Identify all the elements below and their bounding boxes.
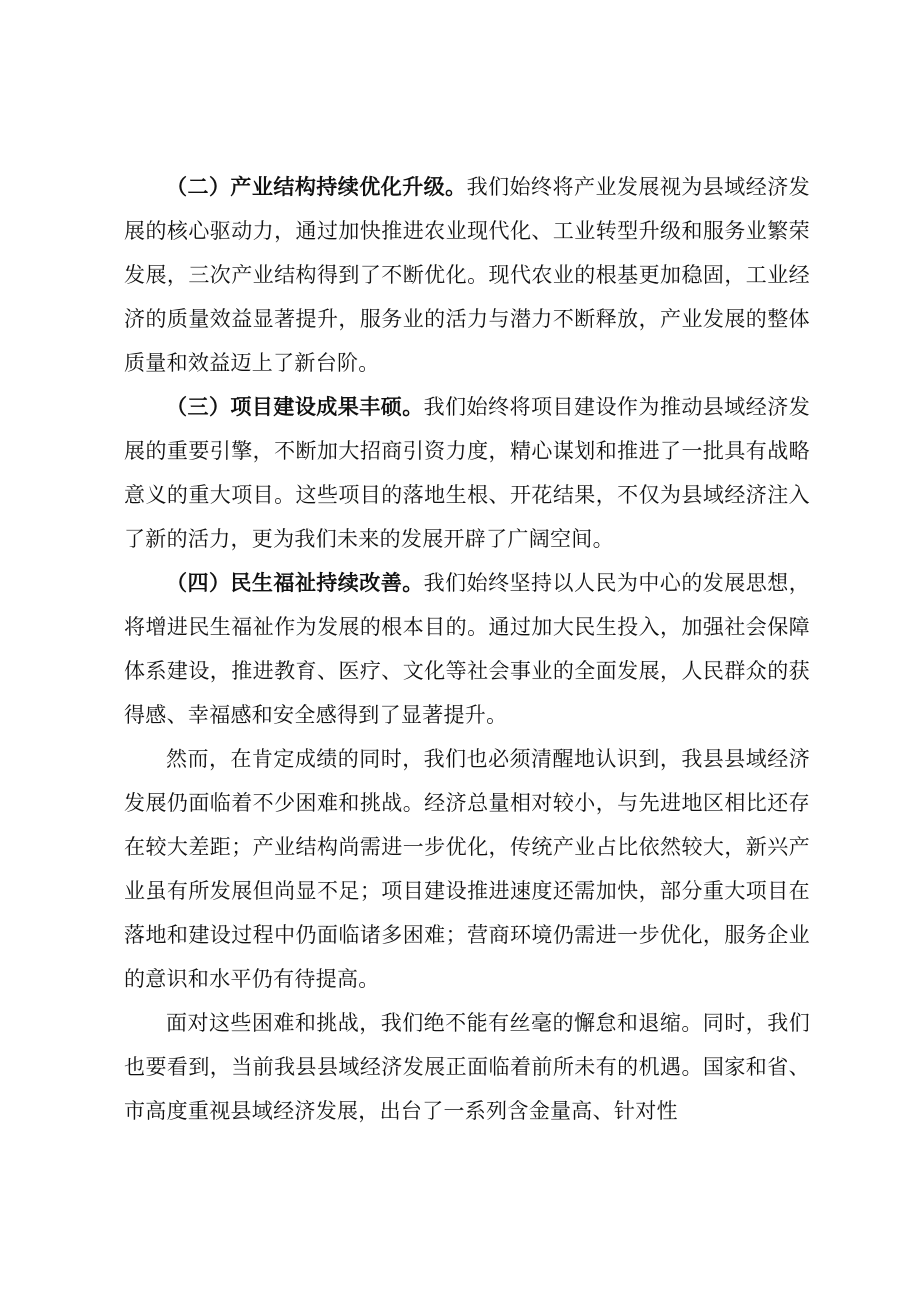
paragraph-text: 然而，在肯定成绩的同时，我们也必须清醒地认识到，我县县域经济发展仍面临着不少困难和挑战。经济总量相对较小，与先进地区相比还存在较大差距；产业结构尚需进一步优化，传统产业占比依然较大，新兴产业虽有所发展但尚显不足；项目建设推进速度还需加快，部分重大项目在落地和建设过程中仍面临诸多困难；营商环境仍需进一步优化，服务企业的意识和水平仍有待提高。 xyxy=(124,747,810,991)
paragraph-livelihood xyxy=(124,561,810,737)
paragraph-heading: （二）产业结构持续优化升级。 xyxy=(166,175,467,199)
paragraph-opportunities xyxy=(124,1001,810,1133)
paragraph-industry-structure xyxy=(124,165,810,385)
paragraph-text: 我们始终将项目建设作为推动县域经济发展的重要引擎，不断加大招商引资力度，精心谋划和推进了一批具有战略意义的重大项目。这些项目的落地生根、开花结果，不仅为县域经济注入了新的活力，更为我们未来的发展开辟了广阔空间。 xyxy=(124,395,810,551)
paragraph-text: 我们始终坚持以人民为中心的发展思想，将增进民生福祉作为发展的根本目的。通过加大民生投入，加强社会保障体系建设，推进教育、医疗、文化等社会事业的全面发展，人民群众的获得感、幸福感和安全感得到了显著提升。 xyxy=(124,571,810,727)
paragraph-text: 我们始终将产业发展视为县域经济发展的核心驱动力，通过加快推进农业现代化、工业转型升级和服务业繁荣发展，三次产业结构得到了不断优化。现代农业的根基更加稳固，工业经济的质量效益显著提升，服务业的活力与潜力不断释放，产业发展的整体质量和效益迈上了新台阶。 xyxy=(124,175,810,375)
paragraph-text: 面对这些困难和挑战，我们绝不能有丝毫的懈怠和退缩。同时，我们也要看到，当前我县县域经济发展正面临着前所未有的机遇。国家和省、市高度重视县域经济发展，出台了一系列含金量高、针对性 xyxy=(124,1011,810,1123)
paragraph-project-construction xyxy=(124,385,810,561)
paragraph-heading: （三）项目建设成果丰硕。 xyxy=(166,395,424,419)
paragraph-heading: （四）民生福祉持续改善。 xyxy=(166,571,424,595)
paragraph-challenges xyxy=(124,737,810,1001)
document-body xyxy=(124,165,810,1133)
